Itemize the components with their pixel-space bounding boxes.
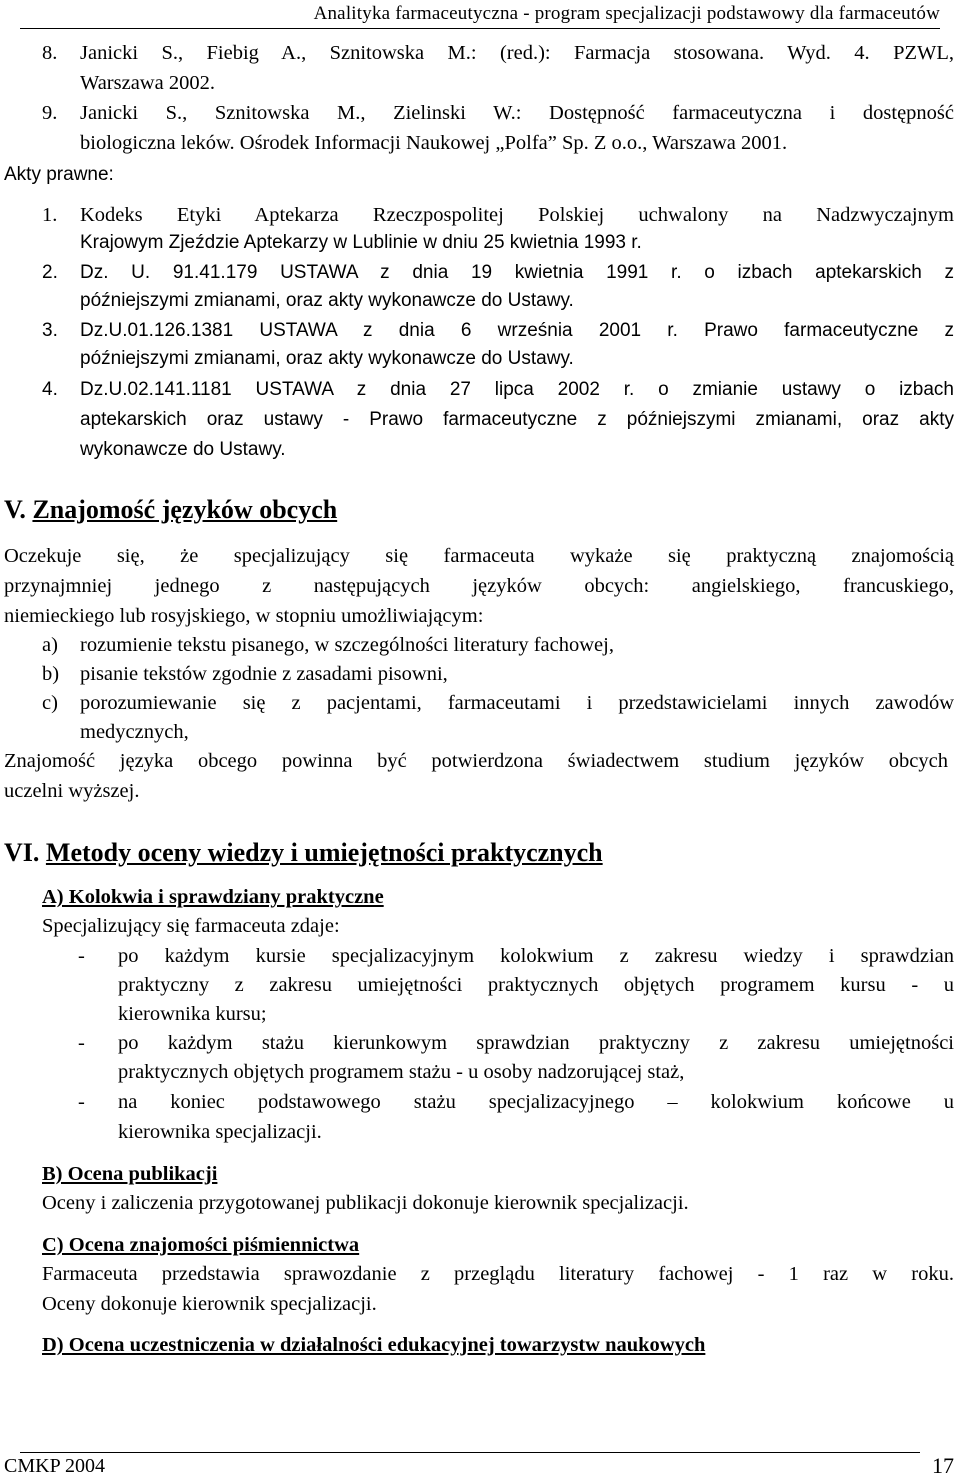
subsection-heading-c: C) Ocena znajomości piśmiennictwa: [42, 1234, 360, 1256]
list-item-line: Janicki S., Sznitowska M., Zielinski W.: Dostępność farmaceutyczna i dostępność: [80, 102, 954, 124]
list-item-line: rozumienie tekstu pisanego, w szczególności literatury fachowej,: [80, 634, 614, 656]
list-item-line: praktycznych objętych programem stażu - u osoby nadzorującej staż,: [118, 1061, 685, 1083]
section-number: VI.: [4, 838, 40, 867]
list-item-line: wykonawcze do Ustawy.: [80, 439, 286, 460]
list-marker: a): [42, 634, 58, 656]
bullet-dash: -: [78, 1091, 85, 1113]
paragraph-line: Znajomość języka obcego powinna być potwierdzona świadectwem studium języków obcych: [4, 750, 948, 772]
page-number: 17: [932, 1453, 954, 1478]
paragraph-line: niemieckiego lub rosyjskiego, w stopniu umożliwiającym:: [4, 605, 484, 627]
paragraph-line: Oceny i zaliczenia przygotowanej publikacji dokonuje kierownik specjalizacji.: [42, 1192, 689, 1214]
bullet-dash: -: [78, 1032, 85, 1054]
subsection-heading-d: D) Ocena uczestniczenia w działalności edukacyjnej towarzystw naukowych: [42, 1334, 706, 1356]
list-item-line: Dz.U.01.126.1381 USTAWA z dnia 6 września 2001 r. Prawo farmaceutyczne z: [80, 320, 954, 341]
list-item-line: Janicki S., Fiebig A., Sznitowska M.: (red.): Farmacja stosowana. Wyd. 4. PZWL,: [80, 42, 954, 64]
list-item-line: medycznych,: [80, 721, 189, 743]
list-number: 3.: [42, 320, 58, 341]
paragraph-line: Specjalizujący się farmaceuta zdaje:: [42, 915, 340, 937]
paragraph-line: Farmaceuta przedstawia sprawozdanie z przeglądu literatury fachowej - 1 raz w roku.: [42, 1263, 954, 1285]
list-item-line: kierownika specjalizacji.: [118, 1121, 322, 1143]
bullet-dash: -: [78, 945, 85, 967]
section-title: Metody oceny wiedzy i umiejętności praktycznych: [45, 838, 603, 867]
list-number: 2.: [42, 262, 58, 283]
list-marker: c): [42, 692, 58, 714]
legal-acts-title: Akty prawne:: [4, 164, 114, 185]
section-number: V.: [4, 495, 26, 524]
footer-left: CMKP 2004: [4, 1455, 105, 1477]
list-item-line: pisanie tekstów zgodnie z zasadami pisowni,: [80, 663, 448, 685]
subsection-heading-a: A) Kolokwia i sprawdziany praktyczne: [42, 886, 384, 908]
list-number: 8.: [42, 42, 58, 64]
section-heading: [4, 837, 603, 869]
list-item-line: późniejszymi zmianami, oraz akty wykonawcze do Ustawy.: [80, 290, 574, 311]
list-item-line: Kodeks Etyki Aptekarza Rzeczpospolitej Polskiej uchwalony na Nadzwyczajnym: [80, 204, 954, 226]
list-number: 1.: [42, 204, 58, 226]
list-marker: b): [42, 663, 60, 685]
list-item-line: późniejszymi zmianami, oraz akty wykonawcze do Ustawy.: [80, 348, 574, 369]
list-item-line: kierownika kursu;: [118, 1003, 267, 1025]
paragraph-line: przynajmniej jednego z następujących języków obcych: angielskiego, francuskiego,: [4, 575, 954, 597]
list-item-line: porozumiewanie się z pacjentami, farmaceutami i przedstawicielami innych zawodów: [80, 692, 954, 714]
section-title: Znajomość języków obcych: [32, 495, 338, 524]
subsection-heading-b: B) Ocena publikacji: [42, 1163, 218, 1185]
list-item-line: praktyczny z zakresu umiejętności praktycznych objętych programem kursu - u: [118, 974, 954, 996]
list-item-line: Dz.U.02.141.1181 USTAWA z dnia 27 lipca 2002 r. o zmianie ustawy o izbach: [80, 379, 954, 400]
list-item-line: na koniec podstawowego stażu specjalizacyjnego – kolokwium końcowe u: [118, 1091, 954, 1113]
section-heading: [4, 494, 337, 526]
list-item-line: po każdym stażu kierunkowym sprawdzian praktyczny z zakresu umiejętności: [118, 1032, 954, 1054]
list-number: 9.: [42, 102, 58, 124]
list-item-line: aptekarskich oraz ustawy - Prawo farmaceutyczne z późniejszymi zmianami, oraz akty: [80, 409, 954, 430]
list-item-line: biologiczna leków. Ośrodek Informacji Naukowej „Polfa” Sp. Z o.o., Warszawa 2001.: [80, 132, 788, 154]
running-header: Analityka farmaceutyczna - program specjalizacji podstawowy dla farmaceutów: [20, 0, 940, 29]
paragraph-line: Oceny dokonuje kierownik specjalizacji.: [42, 1293, 377, 1315]
footer-rule: [20, 1452, 920, 1453]
paragraph-line: Oczekuje się, że specjalizujący się farmaceuta wykaże się praktyczną znajomością: [4, 545, 954, 567]
list-item-line: po każdym kursie specjalizacyjnym kolokwium z zakresu wiedzy i sprawdzian: [118, 945, 954, 967]
list-item-line: Krajowym Zjeździe Aptekarzy w Lublinie w dniu 25 kwietnia 1993 r.: [80, 232, 642, 253]
list-item-line: Warszawa 2002.: [80, 72, 215, 94]
paragraph-line: uczelni wyższej.: [4, 780, 140, 802]
list-item-line: Dz. U. 91.41.179 USTAWA z dnia 19 kwietnia 1991 r. o izbach aptekarskich z: [80, 262, 954, 283]
list-number: 4.: [42, 379, 58, 400]
